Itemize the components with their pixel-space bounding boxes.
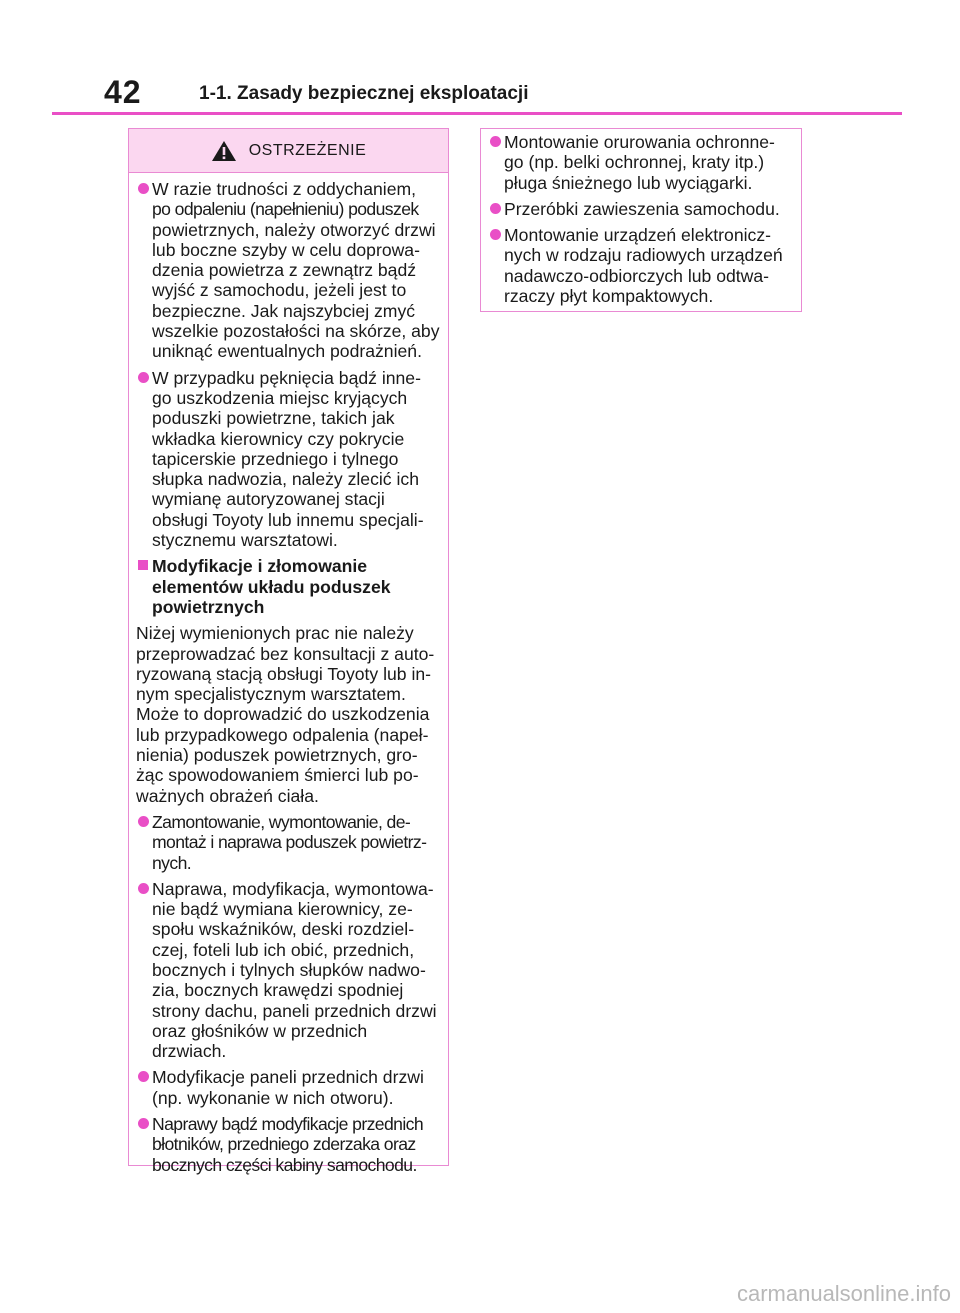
warning-triangle-icon (211, 140, 237, 162)
list-item (136, 812, 440, 873)
list-item (136, 1114, 440, 1175)
continuation-box (480, 128, 802, 312)
warning-bullet (136, 368, 440, 551)
warning-box (128, 128, 449, 1175)
list-item-text: Montowanie urządzeń elektronicz-nych w rodzaju radiowych urządzeń nadawczo-odbiorczych lub odtwa-rzaczy płyt kompaktowych. (504, 225, 783, 307)
list-item (488, 225, 793, 306)
heading-text: Modyfikacje i złomowanie elementów układu poduszek powietrznych (152, 556, 391, 617)
bullet-dot-icon (490, 136, 501, 147)
page-header (0, 0, 960, 120)
bullet-dot-icon (490, 203, 501, 214)
list-item (136, 879, 440, 1062)
paragraph: Niżej wymienionych prac nie należy przeprowadzać bez konsultacji z auto-ryzowaną stacją obsługi Toyoty lub in-nym specjalistycznym warsztatem. Może to doprowadzić do uszkodzenia lub przypadkowego odpalenia (napeł-nienia) poduszek powietrznych, gro-żąc spowodowaniem śmierci lub po-ważnych obrażeń ciała. (136, 623, 435, 806)
square-bullet-icon (138, 560, 148, 570)
list-item-text: Zamontowanie, wymontowanie, de-montaż i naprawa poduszek powietrz-nych. (152, 811, 427, 873)
bullet-dot-icon (138, 1118, 149, 1129)
list-item (136, 1067, 440, 1108)
list-item-text: Naprawy bądź modyfikacje przednich błotników, przedniego zderzaka oraz bocznych części kabiny samochodu. (152, 1114, 424, 1175)
list-item (488, 132, 793, 193)
section-title: 1-1. Zasady bezpiecznej eksploatacji (199, 83, 529, 104)
warning-body (129, 173, 448, 1175)
bullet-dot-icon (138, 883, 149, 894)
bullet-dot-icon (490, 229, 501, 240)
list-item-text: Przeróbki zawieszenia samochodu. (504, 198, 780, 219)
bullet-text: powietrznych, należy otworzyć drzwi lub boczne szyby w celu doprowa-dzenia powietrza z zewnątrz bądź wyjść z samochodu, jeżeli jest to bezpieczne. Jak najszybciej zmyć wszelkie pozostałości na skórze, aby uniknąć ewentualnych podrażnień. (152, 219, 440, 362)
bullet-dot-icon (138, 1071, 149, 1082)
warning-title: OSTRZEŻENIE (248, 141, 367, 159)
list-item-text: Modyfikacje paneli przednich drzwi (np. wykonanie w nich otworu). (152, 1067, 424, 1108)
warning-bullet (136, 179, 440, 362)
subsection-heading (136, 556, 440, 617)
list-item-text: Naprawa, modyfikacja, wymontowa-nie bądź wymiana kierownicy, ze-społu wskaźników, deski rozdziel-czej, foteli lub ich obić, przednich, bocznych i tylnych słupków nadwo-zia, bocznych krawędzi spodniej strony dachu, paneli przednich drzwi oraz głośników w przednich drzwiach. (152, 878, 437, 1062)
header-rule (52, 112, 902, 115)
bullet-line: W razie trudności z oddychaniem, (152, 179, 417, 199)
bullet-line: po odpaleniu (napełnieniu) poduszek (152, 199, 419, 220)
bullet-dot-icon (138, 183, 149, 194)
bullet-dot-icon (138, 816, 149, 827)
bullet-text: W przypadku pęknięcia bądź inne-go uszkodzenia miejsc kryjących poduszki powietrzne, takich jak wkładka kierownicy czy pokrycie tapicerskie przedniego i tylnego słupka nadwozia, należy zlecić ich wymianę autoryzowanej stacji obsługi Toyoty lub innemu specjali-stycznemu warsztatowi. (152, 367, 424, 551)
warning-header (129, 129, 448, 173)
page-number: 42 (104, 74, 142, 110)
watermark: carmanualsonline.info (736, 1281, 951, 1306)
bullet-dot-icon (138, 372, 149, 383)
list-item-text: Montowanie orurowania ochronne-go (np. belki ochronnej, kraty itp.) pługa śnieżnego lub wyciągarki. (504, 132, 775, 193)
list-item (488, 199, 793, 219)
